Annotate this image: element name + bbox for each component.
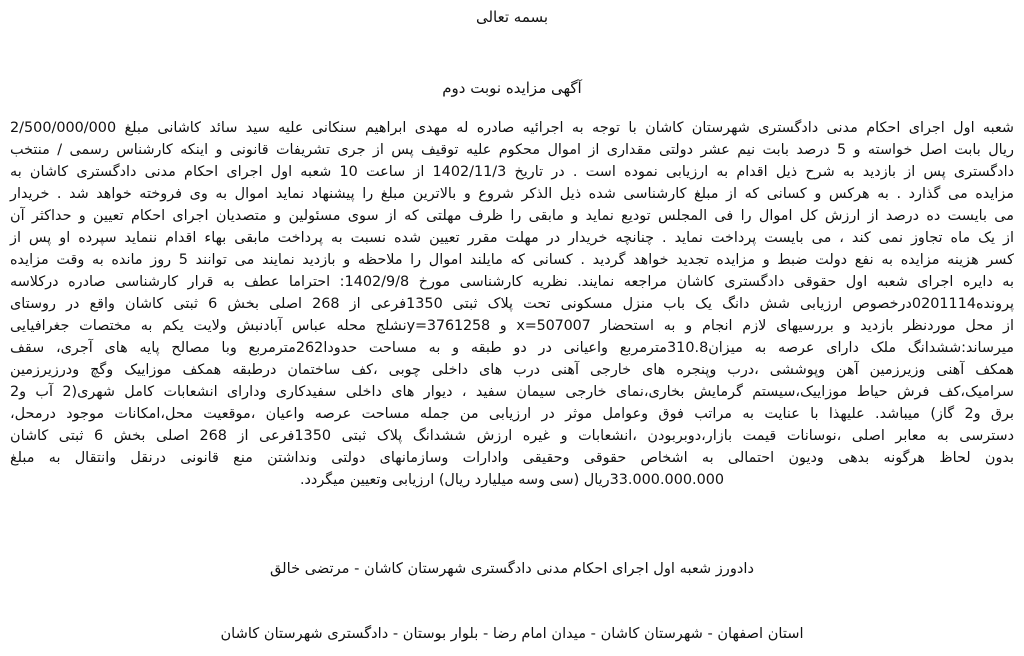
body-line-8: به دایره اجرای شعبه اول حقوقی دادگستری کاشان مراجعه نمایند. نظریه کارشناسی مورخ 1402/9/8: احتراما عطف به قرار کارشناسی صادره درکلاسه bbox=[10, 274, 1014, 290]
body-line-4: مزایده می گذارد . به هرکس و کسانی که از مبلغ کارشناسی شده ذیل الذکر شروع و بالاترین مبلغ را پیشنهاد نماید اموال به وی فروخته خواهد شد . خریدار bbox=[10, 186, 1014, 202]
body-line-14: برق و2 گاز) میباشد. علیهذا با عنایت به مراتب فوق وعوامل موثر در ارزیابی من جمله مساحت عرصه واعیان ،موقعیت محل،امکانات موجود درمحل، bbox=[10, 406, 1014, 422]
body-line-10: از محل موردنظر بازدید و بررسیهای لازم انجام و به استحضار x=507007 و y=3761258نشلج محله عباس آبادنبش ولایت یکم به مختصات جغرافیایی bbox=[10, 318, 1014, 334]
body-line-17: 33.000.000.000ریال (سی وسه میلیارد ریال) ارزیابی وتعیین میگردد. bbox=[299, 472, 725, 488]
signature-line: دادورز شعبه اول اجرای احکام مدنی دادگستری شهرستان کاشان - مرتضی خالق bbox=[270, 560, 754, 577]
body-line-11: میرساند:ششدانگ ملک دارای عرصه به میزان310.8مترمربع واعیانی در دو طبقه و به مساحت حدودا262مترمربع وبا مصالح پایه های آجری، سقف bbox=[10, 340, 1014, 356]
body-line-7: کسر هزینه مزایده به نفع دولت ضبط و مزایده تجدید خواهد گردید . کسانی که مایلند اموال را ملاحظه و بازدید نمایند می توانند 5 روز مانده به وقت مزایده bbox=[10, 252, 1014, 268]
body-line-16: بدون لحاظ هرگونه بدهی ودیون احتمالی به اشخاص حقوقی وحقیقی وادارات وسازمانهای دولتی ونداشتن منع قانونی درنقل وانتقال به مبلغ bbox=[10, 450, 1014, 466]
body-line-12: همکف آهنی وزیرزمین آهن وپوششی ،درب وپنجره های خارجی آهنی درب های داخلی چوبی ،کف ساختمان درطبقه همکف موزاییک وگچ ودرزیرزمین bbox=[10, 362, 1014, 378]
invocation-heading: بسمه تعالی bbox=[475, 8, 549, 26]
body-line-13: سرامیک،کف فرش حیاط موزاییک،سیستم گرمایش بخاری،نمای خارجی سیمان سفید ، دیوار های داخلی سفیدکاری ودارای انشعابات کامل شهری(2 آب و2 bbox=[10, 384, 1014, 400]
body-line-9: پرونده0201114درخصوص ارزیابی شش دانگ یک باب منزل مسکونی تحت پلاک ثبتی 1350فرعی از 268 اصلی بخش 6 ثبتی کاشان واقع در روستای bbox=[10, 296, 1015, 312]
address-line: استان اصفهان - شهرستان کاشان - میدان امام رضا - بلوار بوستان - دادگستری شهرستان کاشان bbox=[220, 625, 804, 642]
body-line-2: ریال بابت اصل خواسته و 5 درصد بابت نیم عشر دولتی مقداری از اموال محکوم علیه توقیف پس از جری تشریفات قانونی و اینکه کارشناس رسمی / منتخب bbox=[10, 142, 1014, 158]
body-line-1: شعبه اول اجرای احکام مدنی دادگستری شهرستان کاشان با توجه به اجرائیه صادره له مهدی ابراهیم سنکانی علیه سید سائد کاشانی مبلغ 2/500/000/000 bbox=[10, 120, 1014, 136]
body-line-5: می بایست ده درصد از ارزش کل اموال را فی المجلس تودیع نماید و مابقی را ظرف مهلتی که از سوی مسئولین و متصدیان اجرای احکام تعیین و حداکثر آن bbox=[10, 208, 1014, 224]
notice-title: آگهی مزایده نوبت دوم bbox=[442, 79, 582, 97]
body-line-6: از یک ماه تجاوز نمی کند ، می بایست پرداخت نماید . چنانچه خریدار در مهلت مقرر تعیین شده نسبت به پرداخت مابقی بهاء اقدام ننماید سپرده او پس از bbox=[10, 230, 1014, 246]
body-line-3: دادگستری پس از بازدید به شرح ذیل اقدام به ارزیابی نموده است . در تاریخ 1402/11/3 از ساعت 10 شعبه اول اجرای احکام مدنی دادگستری کاشان به bbox=[10, 164, 1014, 180]
body-line-15: دسترسی به معابر اصلی ،نوسانات قیمت بازار،دوبربودن ،انشعابات و غیره ارزش ششدانگ پلاک ثبتی 1350فرعی از 268 اصلی بخش 6 ثبتی کاشان bbox=[10, 428, 1015, 444]
